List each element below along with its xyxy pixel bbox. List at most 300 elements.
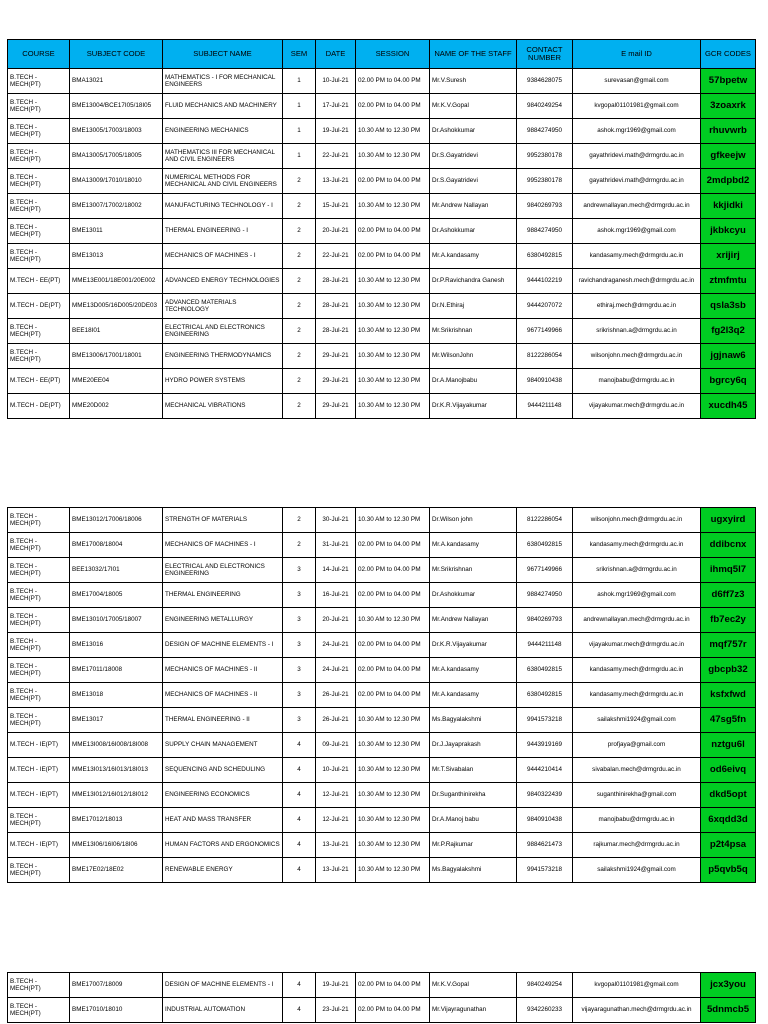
- subject-code-cell: BMA13005/17005/18005: [70, 144, 163, 169]
- email-cell[interactable]: gayathridevi.math@drmgrdu.ac.in: [573, 169, 701, 194]
- contact-number-cell: 9952380178: [517, 169, 573, 194]
- staff-name-cell: Dr.S.Gayatridevi: [430, 144, 517, 169]
- session-cell: 10.30 AM to 12.30 PM: [356, 808, 430, 833]
- gcr-code-cell: 6xqdd3d: [701, 808, 756, 833]
- course-cell: B.TECH - MECH(PT): [8, 219, 70, 244]
- subject-code-cell: BME13018: [70, 683, 163, 708]
- exam-schedule-table-3: [7, 972, 756, 1023]
- table-row: [8, 533, 756, 558]
- table-row: [8, 319, 756, 344]
- sem-cell: 2: [283, 219, 316, 244]
- date-cell: 10-Jul-21: [316, 758, 356, 783]
- sem-cell: 3: [283, 608, 316, 633]
- contact-number-cell: 9384628075: [517, 69, 573, 94]
- course-cell: B.TECH - MECH(PT): [8, 998, 70, 1023]
- subject-name-cell: MATHEMATICS III FOR MECHANICAL AND CIVIL ENGINEERS: [163, 144, 283, 169]
- header-email-id: E mail ID: [573, 40, 701, 69]
- staff-name-cell: Dr.Wilson john: [430, 508, 517, 533]
- subject-name-cell: ADVANCED ENERGY TECHNOLOGIES: [163, 269, 283, 294]
- session-cell: 10.30 AM to 12.30 PM: [356, 733, 430, 758]
- subject-code-cell: MME13I013/16I013/18I013: [70, 758, 163, 783]
- subject-code-cell: BME17010/18010: [70, 998, 163, 1023]
- course-cell: B.TECH - MECH(PT): [8, 658, 70, 683]
- staff-name-cell: Dr.A.Manojbabu: [430, 369, 517, 394]
- date-cell: 12-Jul-21: [316, 783, 356, 808]
- staff-name-cell: Mr.K.V.Gopal: [430, 973, 517, 998]
- contact-number-cell: 9941573218: [517, 858, 573, 883]
- table-row: [8, 608, 756, 633]
- sem-cell: 4: [283, 973, 316, 998]
- email-cell[interactable]: suganthinirekha@gmail.com: [573, 783, 701, 808]
- session-cell: 10.30 AM to 12.30 PM: [356, 708, 430, 733]
- course-cell: B.TECH - MECH(PT): [8, 319, 70, 344]
- gcr-code-cell: 2mdpbd2: [701, 169, 756, 194]
- sem-cell: 3: [283, 683, 316, 708]
- table-row: [8, 119, 756, 144]
- course-cell: B.TECH - MECH(PT): [8, 708, 70, 733]
- table-row: [8, 558, 756, 583]
- session-cell: 02.00 PM to 04.00 PM: [356, 169, 430, 194]
- date-cell: 14-Jul-21: [316, 558, 356, 583]
- sem-cell: 4: [283, 808, 316, 833]
- subject-name-cell: MECHANICS OF MACHINES - I: [163, 244, 283, 269]
- session-cell: 02.00 PM to 04.00 PM: [356, 633, 430, 658]
- email-cell[interactable]: andrewnallayan.mech@drmgrdu.ac.in: [573, 194, 701, 219]
- email-cell[interactable]: manojbabu@drmgrdu.ac.in: [573, 369, 701, 394]
- date-cell: 19-Jul-21: [316, 973, 356, 998]
- table-row: [8, 269, 756, 294]
- session-cell: 10.30 AM to 12.30 PM: [356, 608, 430, 633]
- email-cell[interactable]: sailakshmi1924@gmail.com: [573, 858, 701, 883]
- staff-name-cell: Mr.Andrew Nallayan: [430, 608, 517, 633]
- course-cell: B.TECH - MECH(PT): [8, 169, 70, 194]
- session-cell: 10.30 AM to 12.30 PM: [356, 144, 430, 169]
- contact-number-cell: 9840910438: [517, 369, 573, 394]
- table-row: [8, 783, 756, 808]
- date-cell: 31-Jul-21: [316, 533, 356, 558]
- subject-name-cell: INDUSTRIAL AUTOMATION: [163, 998, 283, 1023]
- exam-schedule-table-1: [7, 39, 756, 419]
- email-cell[interactable]: kvgopal01101981@gmail.com: [573, 973, 701, 998]
- contact-number-cell: 9941573218: [517, 708, 573, 733]
- contact-number-cell: 9840269793: [517, 608, 573, 633]
- gcr-code-cell: 5dnmcb5: [701, 998, 756, 1023]
- staff-name-cell: Mr.Andrew Nallayan: [430, 194, 517, 219]
- gcr-code-cell: ztmfmtu: [701, 269, 756, 294]
- course-cell: M.TECH - IE(PT): [8, 733, 70, 758]
- subject-name-cell: ENGINEERING THERMODYNAMICS: [163, 344, 283, 369]
- date-cell: 22-Jul-21: [316, 144, 356, 169]
- session-cell: 02.00 PM to 04.00 PM: [356, 683, 430, 708]
- gcr-code-cell: d6ff7z3: [701, 583, 756, 608]
- sem-cell: 3: [283, 633, 316, 658]
- email-cell[interactable]: profjaya@gmail.com: [573, 733, 701, 758]
- subject-name-cell: MATHEMATICS - I FOR MECHANICAL ENGINEERS: [163, 69, 283, 94]
- subject-name-cell: ELECTRICAL AND ELECTRONICS ENGINEERING: [163, 319, 283, 344]
- gcr-code-cell: ugxyird: [701, 508, 756, 533]
- table-row: [8, 998, 756, 1023]
- exam-schedule-table-2: [7, 507, 756, 883]
- course-cell: B.TECH - MECH(PT): [8, 608, 70, 633]
- sem-cell: 1: [283, 69, 316, 94]
- email-cell[interactable]: wilsonjohn.mech@drmgrdu.ac.in: [573, 508, 701, 533]
- subject-code-cell: MME20EE04: [70, 369, 163, 394]
- session-cell: 02.00 PM to 04.00 PM: [356, 244, 430, 269]
- contact-number-cell: 9443919169: [517, 733, 573, 758]
- contact-number-cell: 9884621473: [517, 833, 573, 858]
- course-cell: M.TECH - DE(PT): [8, 394, 70, 419]
- session-cell: 10.30 AM to 12.30 PM: [356, 319, 430, 344]
- sem-cell: 3: [283, 558, 316, 583]
- date-cell: 29-Jul-21: [316, 394, 356, 419]
- staff-name-cell: Mr.A.kandasamy: [430, 658, 517, 683]
- course-cell: B.TECH - MECH(PT): [8, 508, 70, 533]
- session-cell: 10.30 AM to 12.30 PM: [356, 119, 430, 144]
- subject-code-cell: BME13016: [70, 633, 163, 658]
- staff-name-cell: Ms.Bagyalakshmi: [430, 858, 517, 883]
- table-row: [8, 294, 756, 319]
- contact-number-cell: 9840269793: [517, 194, 573, 219]
- subject-code-cell: BME13011: [70, 219, 163, 244]
- table-row: [8, 344, 756, 369]
- table-row: [8, 833, 756, 858]
- gcr-code-cell: 3zoaxrk: [701, 94, 756, 119]
- sem-cell: 1: [283, 119, 316, 144]
- sem-cell: 1: [283, 144, 316, 169]
- subject-name-cell: MECHANICS OF MACHINES - II: [163, 683, 283, 708]
- table-row: [8, 683, 756, 708]
- email-cell[interactable]: kandasamy.mech@drmgrdu.ac.in: [573, 658, 701, 683]
- contact-number-cell: 8122286054: [517, 508, 573, 533]
- session-cell: 02.00 PM to 04.00 PM: [356, 94, 430, 119]
- date-cell: 28-Jul-21: [316, 294, 356, 319]
- contact-number-cell: 9840249254: [517, 94, 573, 119]
- gcr-code-cell: jgjnaw6: [701, 344, 756, 369]
- date-cell: 26-Jul-21: [316, 683, 356, 708]
- gcr-code-cell: fb7ec2y: [701, 608, 756, 633]
- subject-name-cell: FLUID MECHANICS AND MACHINERY: [163, 94, 283, 119]
- staff-name-cell: Dr.A.Manoj babu: [430, 808, 517, 833]
- date-cell: 28-Jul-21: [316, 319, 356, 344]
- contact-number-cell: 9444211148: [517, 633, 573, 658]
- subject-code-cell: BME13004/BCE17I05/18I05: [70, 94, 163, 119]
- subject-name-cell: ENGINEERING METALLURGY: [163, 608, 283, 633]
- header-gcr-codes: GCR CODES: [701, 40, 756, 69]
- date-cell: 13-Jul-21: [316, 858, 356, 883]
- subject-name-cell: HEAT AND MASS TRANSFER: [163, 808, 283, 833]
- header-sem: SEM: [283, 40, 316, 69]
- course-cell: M.TECH - IE(PT): [8, 833, 70, 858]
- email-cell[interactable]: vijayaragunathan.mech@drmgrdu.ac.in: [573, 998, 701, 1023]
- table-row: [8, 394, 756, 419]
- table-3-body: [8, 973, 756, 1023]
- staff-name-cell: Mr.Srikrishnan: [430, 319, 517, 344]
- email-cell[interactable]: srikrishnan.a@drmgrdu.ac.in: [573, 558, 701, 583]
- subject-code-cell: BEE13032/17I01: [70, 558, 163, 583]
- staff-name-cell: Mr.WilsonJohn: [430, 344, 517, 369]
- staff-name-cell: Dr.Ashokkumar: [430, 583, 517, 608]
- subject-name-cell: ADVANCED MATERIALS TECHNOLOGY: [163, 294, 283, 319]
- email-cell[interactable]: ashok.mgr1969@gmail.com: [573, 583, 701, 608]
- email-cell[interactable]: wilsonjohn.mech@drmgrdu.ac.in: [573, 344, 701, 369]
- date-cell: 13-Jul-21: [316, 833, 356, 858]
- subject-code-cell: BME13017: [70, 708, 163, 733]
- staff-name-cell: Dr.Ashokkumar: [430, 119, 517, 144]
- subject-name-cell: THERMAL ENGINEERING - II: [163, 708, 283, 733]
- contact-number-cell: 9884274950: [517, 119, 573, 144]
- contact-number-cell: 9840322439: [517, 783, 573, 808]
- gcr-code-cell: mqf757r: [701, 633, 756, 658]
- table-row: [8, 244, 756, 269]
- table-row: [8, 858, 756, 883]
- gcr-code-cell: p2t4psa: [701, 833, 756, 858]
- date-cell: 29-Jul-21: [316, 344, 356, 369]
- table-1-body: [8, 69, 756, 419]
- session-cell: 10.30 AM to 12.30 PM: [356, 758, 430, 783]
- session-cell: 10.30 AM to 12.30 PM: [356, 194, 430, 219]
- table-row: [8, 508, 756, 533]
- session-cell: 10.30 AM to 12.30 PM: [356, 394, 430, 419]
- subject-code-cell: BME17008/18004: [70, 533, 163, 558]
- session-cell: 10.30 AM to 12.30 PM: [356, 269, 430, 294]
- date-cell: 24-Jul-21: [316, 633, 356, 658]
- course-cell: B.TECH - MECH(PT): [8, 583, 70, 608]
- sem-cell: 2: [283, 244, 316, 269]
- course-cell: M.TECH - IE(PT): [8, 783, 70, 808]
- gcr-code-cell: xrijirj: [701, 244, 756, 269]
- date-cell: 26-Jul-21: [316, 708, 356, 733]
- table-row: [8, 583, 756, 608]
- subject-name-cell: SUPPLY CHAIN MANAGEMENT: [163, 733, 283, 758]
- staff-name-cell: Mr.V.Suresh: [430, 69, 517, 94]
- subject-name-cell: HYDRO POWER SYSTEMS: [163, 369, 283, 394]
- date-cell: 12-Jul-21: [316, 808, 356, 833]
- table-row: [8, 369, 756, 394]
- staff-name-cell: Mr.Srikrishnan: [430, 558, 517, 583]
- subject-name-cell: THERMAL ENGINEERING: [163, 583, 283, 608]
- subject-name-cell: DESIGN OF MACHINE ELEMENTS - I: [163, 973, 283, 998]
- subject-code-cell: BME17007/18009: [70, 973, 163, 998]
- email-cell[interactable]: sailakshmi1924@gmail.com: [573, 708, 701, 733]
- contact-number-cell: 9952380178: [517, 144, 573, 169]
- course-cell: B.TECH - MECH(PT): [8, 973, 70, 998]
- header-date: DATE: [316, 40, 356, 69]
- course-cell: B.TECH - MECH(PT): [8, 94, 70, 119]
- session-cell: 02.00 PM to 04.00 PM: [356, 69, 430, 94]
- email-cell[interactable]: ashok.mgr1969@gmail.com: [573, 219, 701, 244]
- session-cell: 02.00 PM to 04.00 PM: [356, 219, 430, 244]
- gcr-code-cell: p5qvb5q: [701, 858, 756, 883]
- session-cell: 10.30 AM to 12.30 PM: [356, 344, 430, 369]
- gcr-code-cell: gbcpb32: [701, 658, 756, 683]
- subject-code-cell: BME17012/18013: [70, 808, 163, 833]
- session-cell: 10.30 AM to 12.30 PM: [356, 508, 430, 533]
- sem-cell: 2: [283, 394, 316, 419]
- table-row: [8, 973, 756, 998]
- sem-cell: 2: [283, 508, 316, 533]
- sem-cell: 2: [283, 269, 316, 294]
- date-cell: 19-Jul-21: [316, 119, 356, 144]
- email-cell[interactable]: sivabalan.mech@drmgrdu.ac.in: [573, 758, 701, 783]
- staff-name-cell: Mr.P.Rajkumar: [430, 833, 517, 858]
- subject-name-cell: STRENGTH OF MATERIALS: [163, 508, 283, 533]
- course-cell: B.TECH - MECH(PT): [8, 808, 70, 833]
- subject-name-cell: DESIGN OF MACHINE ELEMENTS - I: [163, 633, 283, 658]
- contact-number-cell: 9444210414: [517, 758, 573, 783]
- gcr-code-cell: jkbkcyu: [701, 219, 756, 244]
- email-cell[interactable]: kandasamy.mech@drmgrdu.ac.in: [573, 533, 701, 558]
- email-cell[interactable]: ethiraj.mech@drmgrdu.ac.in: [573, 294, 701, 319]
- sem-cell: 3: [283, 658, 316, 683]
- subject-code-cell: BME13007/17002/18002: [70, 194, 163, 219]
- subject-name-cell: MECHANICS OF MACHINES - II: [163, 658, 283, 683]
- sem-cell: 3: [283, 583, 316, 608]
- gcr-code-cell: jcx3you: [701, 973, 756, 998]
- course-cell: M.TECH - DE(PT): [8, 294, 70, 319]
- table-row: [8, 194, 756, 219]
- course-cell: B.TECH - MECH(PT): [8, 194, 70, 219]
- staff-name-cell: Dr.S.Gayatridevi: [430, 169, 517, 194]
- session-cell: 10.30 AM to 12.30 PM: [356, 369, 430, 394]
- subject-name-cell: MECHANICAL VIBRATIONS: [163, 394, 283, 419]
- subject-code-cell: BME13012/17006/18006: [70, 508, 163, 533]
- subject-name-cell: NUMERICAL METHODS FOR MECHANICAL AND CIVIL ENGINEERS: [163, 169, 283, 194]
- sem-cell: 4: [283, 998, 316, 1023]
- staff-name-cell: Dr.Ashokkumar: [430, 219, 517, 244]
- email-cell[interactable]: rajkumar.mech@drmgrdu.ac.in: [573, 833, 701, 858]
- course-cell: B.TECH - MECH(PT): [8, 244, 70, 269]
- contact-number-cell: 9840910438: [517, 808, 573, 833]
- email-cell[interactable]: vijayakumar.mech@drmgrdu.ac.in: [573, 394, 701, 419]
- staff-name-cell: Mr.A.kandasamy: [430, 244, 517, 269]
- email-cell[interactable]: manojbabu@drmgrdu.ac.in: [573, 808, 701, 833]
- course-cell: B.TECH - MECH(PT): [8, 119, 70, 144]
- sem-cell: 1: [283, 94, 316, 119]
- sem-cell: 3: [283, 708, 316, 733]
- email-cell[interactable]: gayathridevi.math@drmgrdu.ac.in: [573, 144, 701, 169]
- session-cell: 10.30 AM to 12.30 PM: [356, 294, 430, 319]
- email-cell[interactable]: kandasamy.mech@drmgrdu.ac.in: [573, 244, 701, 269]
- date-cell: 29-Jul-21: [316, 369, 356, 394]
- course-cell: M.TECH - IE(PT): [8, 758, 70, 783]
- staff-name-cell: Dr.P.Ravichandra Ganesh: [430, 269, 517, 294]
- gcr-code-cell: 47sg5fn: [701, 708, 756, 733]
- subject-name-cell: ENGINEERING MECHANICS: [163, 119, 283, 144]
- staff-name-cell: Dr.Suganthinirekha: [430, 783, 517, 808]
- email-cell[interactable]: kandasamy.mech@drmgrdu.ac.in: [573, 683, 701, 708]
- subject-name-cell: ENGINEERING ECONOMICS: [163, 783, 283, 808]
- subject-name-cell: RENEWABLE ENERGY: [163, 858, 283, 883]
- contact-number-cell: 9444211148: [517, 394, 573, 419]
- table-row: [8, 69, 756, 94]
- staff-name-cell: Mr.T.Sivabalan: [430, 758, 517, 783]
- sem-cell: 4: [283, 858, 316, 883]
- subject-name-cell: HUMAN FACTORS AND ERGONOMICS: [163, 833, 283, 858]
- staff-name-cell: Dr.K.R.Vijayakumar: [430, 633, 517, 658]
- subject-name-cell: SEQUENCING AND SCHEDULING: [163, 758, 283, 783]
- course-cell: M.TECH - EE(PT): [8, 269, 70, 294]
- subject-code-cell: MME13E001/18E001/20E002: [70, 269, 163, 294]
- session-cell: 02.00 PM to 04.00 PM: [356, 998, 430, 1023]
- staff-name-cell: Mr.K.V.Gopal: [430, 94, 517, 119]
- subject-code-cell: MME13I012/16I012/18I012: [70, 783, 163, 808]
- date-cell: 17-Jul-21: [316, 94, 356, 119]
- staff-name-cell: Dr.J.Jayaprakash: [430, 733, 517, 758]
- subject-code-cell: BME13013: [70, 244, 163, 269]
- session-cell: 10.30 AM to 12.30 PM: [356, 833, 430, 858]
- table-row: [8, 708, 756, 733]
- gcr-code-cell: 57bpetw: [701, 69, 756, 94]
- subject-code-cell: BEE18I01: [70, 319, 163, 344]
- date-cell: 15-Jul-21: [316, 194, 356, 219]
- session-cell: 02.00 PM to 04.00 PM: [356, 533, 430, 558]
- table-row: [8, 758, 756, 783]
- subject-name-cell: THERMAL ENGINEERING - I: [163, 219, 283, 244]
- date-cell: 24-Jul-21: [316, 658, 356, 683]
- gcr-code-cell: ihmq5l7: [701, 558, 756, 583]
- gcr-code-cell: xucdh45: [701, 394, 756, 419]
- gcr-code-cell: kkjidki: [701, 194, 756, 219]
- subject-code-cell: MME13I008/16I008/18I008: [70, 733, 163, 758]
- email-cell[interactable]: andrewnallayan.mech@drmgrdu.ac.in: [573, 608, 701, 633]
- staff-name-cell: Mr.Vijayragunathan: [430, 998, 517, 1023]
- sem-cell: 4: [283, 783, 316, 808]
- session-cell: 10.30 AM to 12.30 PM: [356, 858, 430, 883]
- email-cell[interactable]: ashok.mgr1969@gmail.com: [573, 119, 701, 144]
- sem-cell: 2: [283, 294, 316, 319]
- date-cell: 30-Jul-21: [316, 508, 356, 533]
- session-cell: 10.30 AM to 12.30 PM: [356, 783, 430, 808]
- contact-number-cell: 6380492815: [517, 533, 573, 558]
- session-cell: 02.00 PM to 04.00 PM: [356, 973, 430, 998]
- email-cell[interactable]: srikrishnan.a@drmgrdu.ac.in: [573, 319, 701, 344]
- header-subject-code: SUBJECT CODE: [70, 40, 163, 69]
- sem-cell: 4: [283, 758, 316, 783]
- sem-cell: 2: [283, 319, 316, 344]
- course-cell: M.TECH - EE(PT): [8, 369, 70, 394]
- subject-code-cell: BME17004/18005: [70, 583, 163, 608]
- subject-code-cell: MME20D002: [70, 394, 163, 419]
- gcr-code-cell: dkd5opt: [701, 783, 756, 808]
- table-row: [8, 658, 756, 683]
- course-cell: B.TECH - MECH(PT): [8, 533, 70, 558]
- sem-cell: 2: [283, 169, 316, 194]
- table-row: [8, 144, 756, 169]
- subject-code-cell: BME17E02/18E02: [70, 858, 163, 883]
- session-cell: 02.00 PM to 04.00 PM: [356, 558, 430, 583]
- contact-number-cell: 9884274950: [517, 583, 573, 608]
- contact-number-cell: 6380492815: [517, 244, 573, 269]
- email-cell[interactable]: surevasan@gmail.com: [573, 69, 701, 94]
- date-cell: 09-Jul-21: [316, 733, 356, 758]
- table-2-body: [8, 508, 756, 883]
- contact-number-cell: 9677149966: [517, 319, 573, 344]
- gcr-code-cell: fg2l3q2: [701, 319, 756, 344]
- subject-name-cell: MECHANICS OF MACHINES - I: [163, 533, 283, 558]
- date-cell: 13-Jul-21: [316, 169, 356, 194]
- session-cell: 02.00 PM to 04.00 PM: [356, 583, 430, 608]
- date-cell: 28-Jul-21: [316, 269, 356, 294]
- gcr-code-cell: nztgu6l: [701, 733, 756, 758]
- email-cell[interactable]: kvgopal01101981@gmail.com: [573, 94, 701, 119]
- header-staff-name: NAME OF THE STAFF: [430, 40, 517, 69]
- email-cell[interactable]: ravichandraganesh.mech@drmgrdu.ac.in: [573, 269, 701, 294]
- header-course: COURSE: [8, 40, 70, 69]
- table-row: [8, 219, 756, 244]
- subject-code-cell: BMA13009/17010/18010: [70, 169, 163, 194]
- email-cell[interactable]: vijayakumar.mech@drmgrdu.ac.in: [573, 633, 701, 658]
- sem-cell: 4: [283, 733, 316, 758]
